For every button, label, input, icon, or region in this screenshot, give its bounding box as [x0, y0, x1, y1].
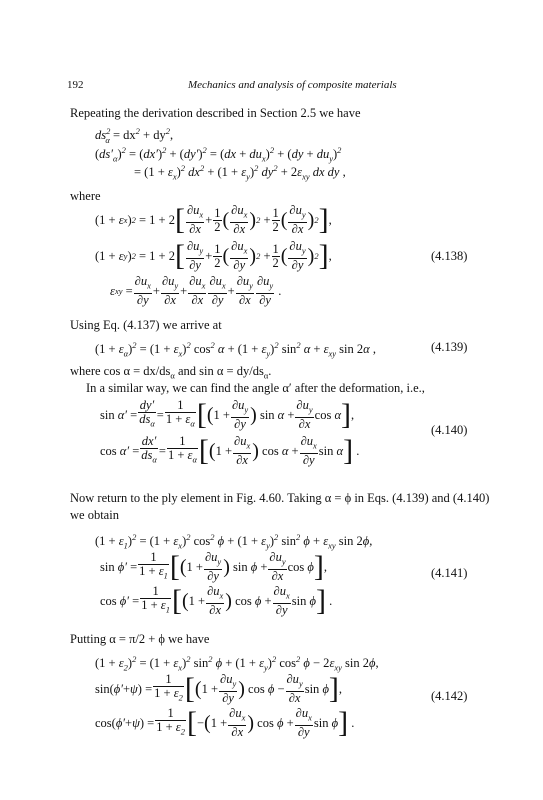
equation-strain-form: = $(1 + \varepsilon_x)^2$ $dx^2 + (1 + \varepsilon_y)^2$ $dy^2 + 2\varepsilon_{xy}$ dx dy ,: [134, 163, 346, 182]
equation-epsilon-x: (1 + ε x ) 2 = 1 + 2 [ $\frac{\partial u_x}{\partial x}$ + $\frac{1}{2}$ ( $\frac{\partial u_x}{\partial x}$ ) 2 + $\frac{1}{2}$ ( $\frac{\partial u_y}{\partial x}$ ) 2 ] ,: [95, 203, 332, 236]
equation-4-139: $(1 + \varepsilon_\alpha)^2 = (1 + \varepsilon_x)^2$ $\cos^2 \alpha + (1 + \varepsilon_y)^2$ $\sin^2 \alpha + \varepsilon_{xy}$ sin 2α ,: [95, 340, 376, 359]
return-paragraph-line2: we obtain: [70, 508, 119, 522]
equation-number-4-142: (4.142): [431, 689, 468, 703]
equation-epsilon-xy: ε xy = $\frac{\partial u_x}{\partial y}$ + $\frac{\partial u_y}{\partial x}$ + $\frac{\partial u_x}{\partial x}$ $\frac{\partial u_x}{\partial y}$ + $\frac{\partial u_y}{\partial x}$ $\frac{\partial u_y}{\partial y}$ .: [110, 274, 282, 307]
putting-paragraph: Putting α = π/2 + ϕ we have: [70, 632, 210, 646]
equation-sin-phi-prime: sin ϕ′ = $\frac{1}{1 + \varepsilon_1}$ [ ( 1 + $\frac{\partial u_y}{\partial y}$ ) sin ϕ + $\frac{\partial u_y}{\partial x}$ cos ϕ ] ,: [100, 550, 328, 583]
equation-ds-prime: $(ds'_\alpha)^2 = (dx')^2 + (dy')^2 = (dx + du_x)^2 + (dy + du_y)^2$: [95, 145, 342, 164]
sin-definition-text: and sin α = dy/ds: [174, 364, 264, 378]
intro-paragraph: Repeating the derivation described in Section 2.5 we have: [70, 106, 361, 120]
equation-cos-alpha-prime: cos α′ = $\frac{dx'}{ds_\alpha}$ = $\frac{1}{1 + \varepsilon_\alpha}$ [ ( 1 + $\frac{\partial u_x}{\partial x}$ ) cos α + $\frac{\partial u_x}{\partial y}$ sin α ] .: [100, 434, 360, 467]
equation-cos-phi-psi: cos( ϕ′ + ψ ) = $\frac{1}{1 + \varepsilon_2}$ [ − ( 1 + $\frac{\partial u_x}{\partial x}$ ) cos ϕ + $\frac{\partial u_x}{\partial y}$ sin ϕ ] .: [95, 706, 355, 739]
equation-number-4-139: (4.139): [431, 340, 468, 354]
equation-sin-alpha-prime: sin α′ = $\frac{dy'}{ds_\alpha}$ = $\frac{1}{1 + \varepsilon_\alpha}$ [ ( 1 + $\frac{\partial u_y}{\partial y}$ ) sin α + $\frac{\partial u_y}{\partial x}$ cos α ] ,: [100, 398, 355, 431]
equation-epsilon-2: $(1 + \varepsilon_2)^2 = (1 + \varepsilon_x)^2$ $\sin^2 \phi + (1 + \varepsilon_y)^2$ $\cos^2 \phi - 2\varepsilon_{xy}$ sin 2ϕ,: [95, 654, 379, 673]
cos-sin-definition: where $\cos \alpha = dx/ds_\alpha$ and $\sin \alpha = dy/ds_\alpha$.: [70, 364, 272, 381]
equation-number-4-138: (4.138): [431, 249, 468, 263]
equation-epsilon-1: $(1 + \varepsilon_1)^2 = (1 + \varepsilon_x)^2$ $\cos^2 \phi + (1 + \varepsilon_y)^2$ $\sin^2 \phi + \varepsilon_{xy}$ sin 2ϕ,: [95, 532, 373, 551]
cos-definition-text: where cos α = dx/ds: [70, 364, 171, 378]
running-title: Mechanics and analysis of composite materials: [188, 79, 397, 91]
equation-number-4-140: (4.140): [431, 423, 468, 437]
using-eq-paragraph: Using Eq. (4.137) we arrive at: [70, 318, 222, 332]
equation-ds-alpha: $ds^2_\alpha = dx^2 + dy^2$,: [95, 126, 174, 145]
return-paragraph-line1: Now return to the ply element in Fig. 4.60. Taking α = ϕ in Eqs. (4.139) and (4.140): [70, 491, 490, 505]
equation-cos-phi-prime: cos ϕ′ = $\frac{1}{1 + \varepsilon_1}$ [ ( 1 + $\frac{\partial u_x}{\partial x}$ ) cos ϕ + $\frac{\partial u_x}{\partial y}$ sin ϕ ] .: [100, 584, 333, 617]
equation-number-4-141: (4.141): [431, 566, 468, 580]
where-label: where: [70, 189, 101, 203]
equation-sin-phi-psi: sin( ϕ′ + ψ ) = $\frac{1}{1 + \varepsilon_2}$ [ ( 1 + $\frac{\partial u_y}{\partial y}$ ) cos ϕ − $\frac{\partial u_y}{\partial x}$ sin ϕ ] ,: [95, 672, 343, 705]
page-number: 192: [67, 79, 84, 91]
similar-way-paragraph: In a similar way, we can find the angle α′ after the deformation, i.e.,: [86, 381, 425, 395]
equation-epsilon-y: (1 + ε y ) 2 = 1 + 2 [ $\frac{\partial u_y}{\partial y}$ + $\frac{1}{2}$ ( $\frac{\partial u_x}{\partial y}$ ) 2 + $\frac{1}{2}$ ( $\frac{\partial u_y}{\partial y}$ ) 2 ] ,: [95, 239, 332, 272]
